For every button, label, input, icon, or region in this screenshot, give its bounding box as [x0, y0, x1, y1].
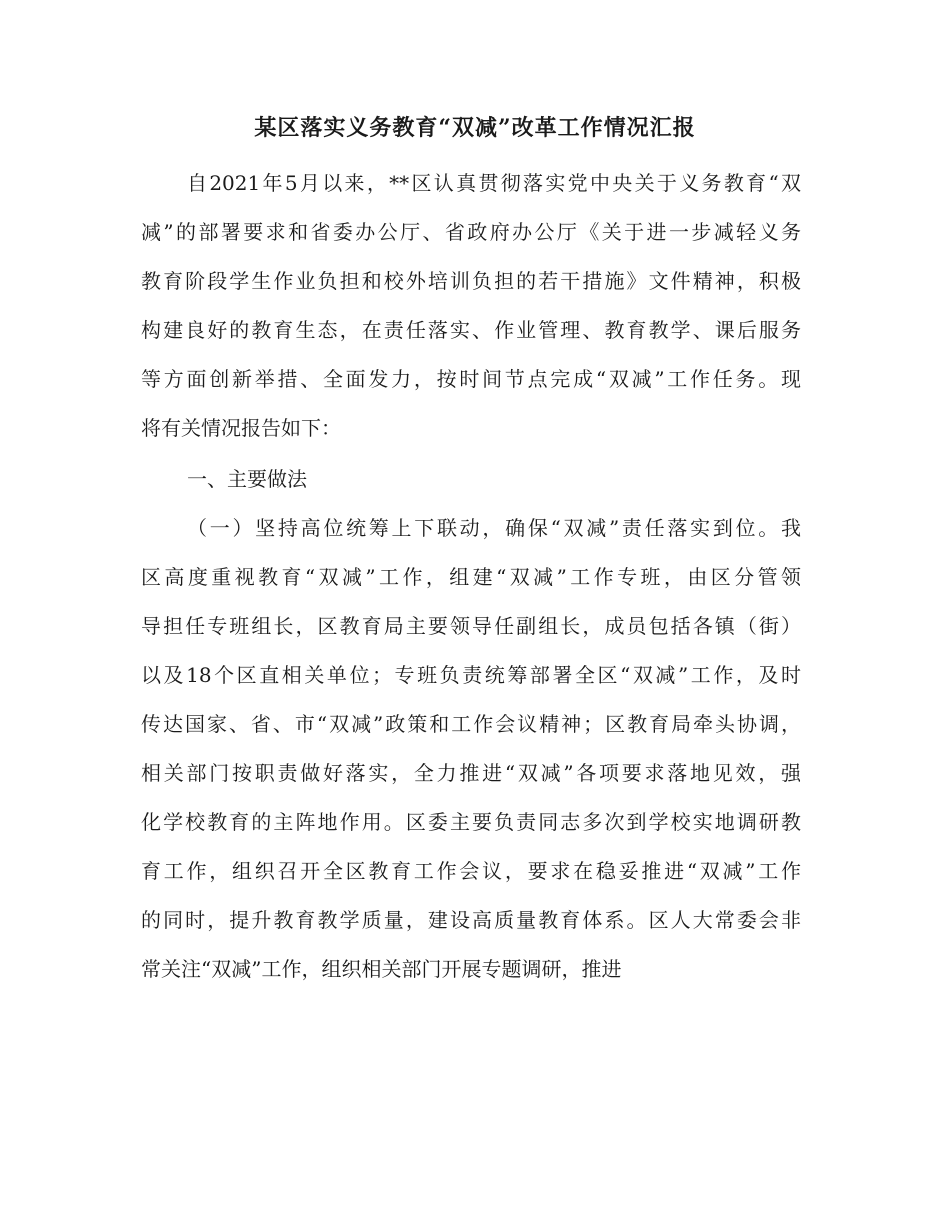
intro-line-5: 等方面创新举措、全面发力，按时间节点完成“双减”工作任务。现 — [141, 367, 801, 391]
subsection-line-5: 传达国家、省、市“双减”政策和工作会议精神；区教育局牵头协调， — [141, 712, 801, 736]
intro-line-6: 将有关情况报告如下： — [141, 416, 341, 440]
subsection-line-1: （一）坚持高位统筹上下联动，确保“双减”责任落实到位。我 — [187, 516, 801, 540]
intro-line-3: 教育阶段学生作业负担和校外培训负担的若干措施》文件精神，积极 — [141, 269, 801, 293]
subsection-line-4: 以及18个区直相关单位；专班负责统筹部署全区“双减”工作，及时 — [141, 663, 801, 687]
subsection-line-7: 化学校教育的主阵地作用。区委主要负责同志多次到学校实地调研教 — [141, 810, 801, 834]
section-heading: 一、主要做法 — [187, 467, 307, 491]
subsection-line-10: 常关注“双减”工作，组织相关部门开展专题调研，推进 — [141, 957, 622, 981]
intro-line-2: 减”的部署要求和省委办公厅、省政府办公厅《关于进一步减轻义务 — [141, 220, 801, 244]
intro-line-4: 构建良好的教育生态，在责任落实、作业管理、教育教学、课后服务 — [141, 318, 801, 342]
document-title: 某区落实义务教育“双减”改革工作情况汇报 — [254, 115, 696, 141]
subsection-line-2: 区高度重视教育“双减”工作，组建“双减”工作专班，由区分管领 — [141, 565, 801, 589]
subsection-line-9: 的同时，提升教育教学质量，建设高质量教育体系。区人大常委会非 — [141, 908, 801, 932]
intro-line-1: 自2021年5月以来，**区认真贯彻落实党中央关于义务教育“双 — [187, 171, 801, 195]
subsection-line-8: 育工作，组织召开全区教育工作会议，要求在稳妥推进“双减”工作 — [141, 859, 801, 883]
subsection-line-6: 相关部门按职责做好落实，全力推进“双减”各项要求落地见效，强 — [141, 761, 801, 785]
subsection-line-3: 导担任专班组长，区教育局主要领导任副组长，成员包括各镇（街） — [141, 614, 801, 638]
